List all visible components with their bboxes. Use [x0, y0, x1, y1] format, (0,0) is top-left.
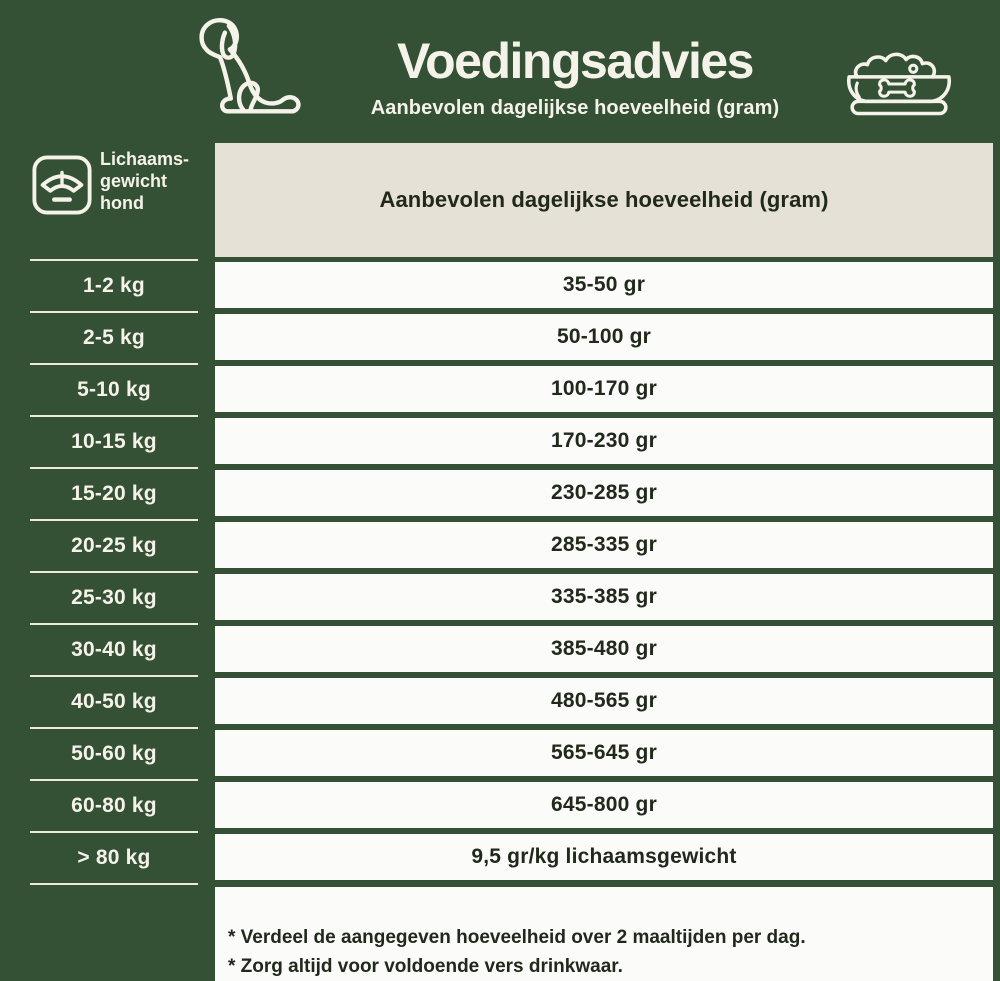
table-row: [0, 467, 993, 519]
amount-cell: 170-230 gr: [215, 418, 993, 464]
amount-column-header: Aanbevolen dagelijkse hoeveelheid (gram): [215, 143, 993, 257]
table-row: [0, 363, 993, 415]
weight-cell: 15-20 kg: [30, 467, 198, 519]
table-row: [0, 311, 993, 363]
weight-scale-icon: [31, 153, 93, 217]
table-row: [0, 675, 993, 727]
page-subtitle: Aanbevolen dagelijkse hoeveelheid (gram): [370, 97, 780, 119]
weight-cell: 30-40 kg: [30, 623, 198, 675]
amount-cell: 9,5 gr/kg lichaamsgewicht: [215, 834, 993, 880]
weight-cell: 50-60 kg: [30, 727, 198, 779]
amount-cell: 565-645 gr: [215, 730, 993, 776]
weight-column-header: [100, 148, 210, 214]
table-row: [0, 571, 993, 623]
amount-cell: 50-100 gr: [215, 314, 993, 360]
weight-cell: 20-25 kg: [30, 519, 198, 571]
table-row: [0, 415, 993, 467]
weight-cell: > 80 kg: [30, 831, 198, 883]
weight-cell: 10-15 kg: [30, 415, 198, 467]
amount-cell: 285-335 gr: [215, 522, 993, 568]
amount-cell: 335-385 gr: [215, 574, 993, 620]
table-row: [0, 779, 993, 831]
amount-cell: 385-480 gr: [215, 626, 993, 672]
table-row: [0, 623, 993, 675]
weight-header-line: Lichaams-: [100, 149, 190, 169]
table-row: [0, 727, 993, 779]
weight-header-line: hond: [100, 193, 144, 213]
amount-cell: 100-170 gr: [215, 366, 993, 412]
weight-cell: 60-80 kg: [30, 779, 198, 831]
footnote: * Zorg altijd voor voldoende vers drinkwaar.: [228, 956, 623, 977]
weight-cell: 25-30 kg: [30, 571, 198, 623]
amount-cell: 480-565 gr: [215, 678, 993, 724]
weight-cell: 2-5 kg: [30, 311, 198, 363]
table-row: [0, 519, 993, 571]
page-title: Voedingsadvies: [397, 33, 753, 89]
footnotes-box: [215, 887, 993, 981]
amount-cell: 645-800 gr: [215, 782, 993, 828]
amount-cell: 35-50 gr: [215, 262, 993, 308]
table-row: [0, 259, 993, 311]
feeding-table: [0, 259, 993, 883]
weight-cell: 40-50 kg: [30, 675, 198, 727]
dog-food-bowl-icon: [843, 48, 955, 120]
weight-cell: 1-2 kg: [30, 259, 198, 311]
weight-cell: 5-10 kg: [30, 363, 198, 415]
weight-header-line: gewicht: [100, 171, 168, 191]
amount-cell: 230-285 gr: [215, 470, 993, 516]
table-row: [0, 831, 993, 883]
footnote: * Verdeel de aangegeven hoeveelheid over 2 maaltijden per dag.: [228, 927, 806, 948]
